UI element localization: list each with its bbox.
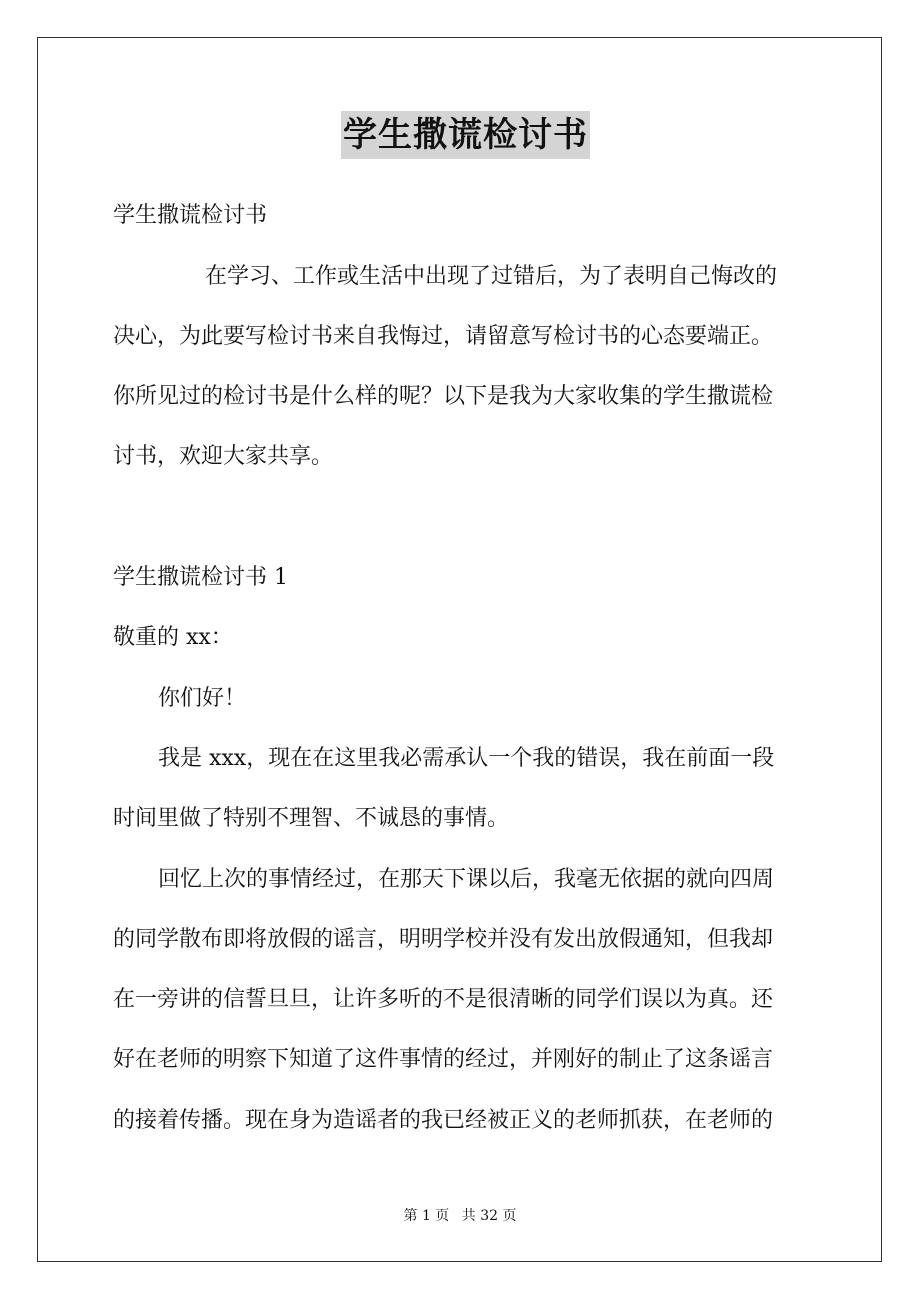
paragraph2-line-5: 的接着传播。现在身为造谣者的我已经被正义的老师抓获，在老师的 bbox=[113, 1108, 774, 1133]
intro-line-2: 决心，为此要写检讨书来自我悔过，请留意写检讨书的心态要端正。 bbox=[113, 324, 774, 349]
intro-line-1: 在学习、工作或生活中出现了过错后，为了表明自己悔改的 bbox=[205, 264, 778, 289]
page-footer bbox=[0, 1206, 920, 1226]
paragraph1-line-2: 时间里做了特别不理智、不诚恳的事情。 bbox=[113, 806, 510, 831]
document-title: 学生撒谎检讨书 bbox=[341, 111, 590, 159]
paragraph2-line-4: 好在老师的明察下知道了这件事情的经过，并刚好的制止了这条谣言 bbox=[113, 1047, 774, 1072]
salutation: 敬重的 xx： bbox=[113, 625, 233, 650]
document-subtitle: 学生撒谎检讨书 bbox=[113, 203, 268, 228]
paragraph2-line-2: 的同学散布即将放假的谣言，明明学校并没有发出放假通知，但我却 bbox=[113, 927, 774, 952]
paragraph2-line-3: 在一旁讲的信誓旦旦，让许多听的不是很清晰的同学们误以为真。还 bbox=[113, 987, 774, 1012]
page-number: 第 1 页 bbox=[403, 1208, 450, 1224]
section-heading: 学生撒谎检讨书 1 bbox=[113, 565, 288, 590]
greeting: 你们好！ bbox=[158, 686, 247, 711]
paragraph1-line-1: 我是 xxx，现在在这里我必需承认一个我的错误，我在前面一段 bbox=[158, 746, 775, 771]
intro-line-3: 你所见过的检讨书是什么样的呢？以下是我为大家收集的学生撒谎检 bbox=[113, 384, 774, 409]
page-total: 共 32 页 bbox=[461, 1208, 517, 1224]
intro-line-4: 讨书，欢迎大家共享。 bbox=[113, 444, 334, 469]
paragraph2-line-1: 回忆上次的事情经过，在那天下课以后，我毫无依据的就向四周 bbox=[158, 867, 775, 892]
